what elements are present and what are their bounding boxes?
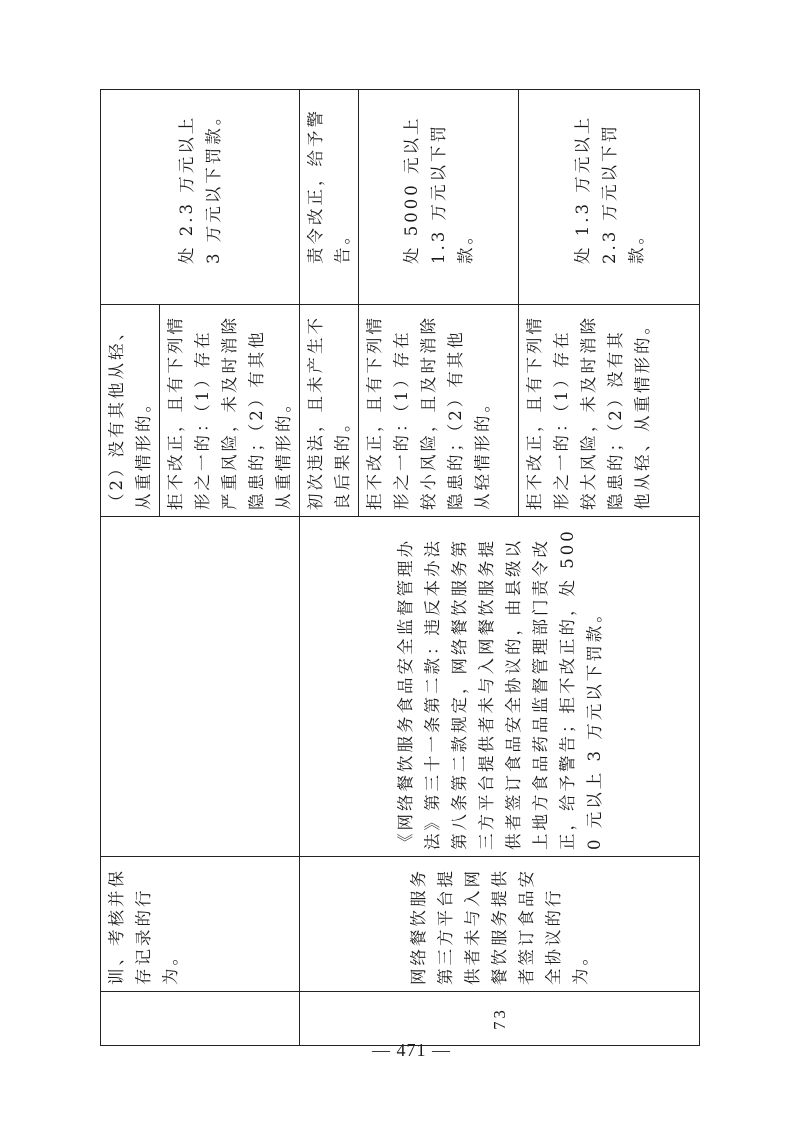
legal-basis-cell: [101, 517, 300, 857]
table-row: [101, 90, 160, 1046]
behavior-cell: 训、考核并保存记录的行为。: [101, 857, 300, 992]
penalty-cell: 处 2.3 万元以上 3 万元以下罚款。: [101, 90, 300, 305]
table-row: [300, 90, 359, 1046]
behavior-cell: 网络餐饮服务第三方平台提供者未与入网餐饮服务提供者签订食品安全协议的行为。: [300, 857, 700, 992]
item-number-cell: 73: [300, 992, 700, 1046]
circumstance-cell: 拒不改正，且有下列情形之一的：（1）存在严重风险，未及时消除隐患的；（2）有其他从重情形的。: [160, 305, 300, 517]
circumstance-cell: 拒不改正，且有下列情形之一的：（1）存在较小风险，且及时消除隐患的；（2）有其他从轻情形的。: [359, 305, 519, 517]
penalty-cell: 责令改正，给予警告。: [300, 90, 359, 305]
circumstance-cell: 初次违法，且未产生不良后果的。: [300, 305, 359, 517]
circumstance-cell: 拒不改正，且有下列情形之一的：（1）存在较大风险，未及时消除隐患的；（2）没有其他从轻、从重情形的。: [519, 305, 700, 517]
item-number-cell: [101, 992, 300, 1046]
penalty-cell: 处 1.3 万元以上 2.3 万元以下罚款。: [519, 90, 700, 305]
penalty-cell: 处 5000 元以上 1.3 万元以下罚款。: [359, 90, 519, 305]
legal-basis-cell: 《网络餐饮服务食品安全监督管理办 法》第三十一条第二款：违反本办法第八条第二款规定，网络餐饮服务第三方平台提供者未与入网餐饮服务提供者签订食品安全协议的，由县级以上地方食品药品监督管理部门责令改正，给予警告；拒不改正的，处 5000 元以上 3 万元以下罚款。: [300, 517, 700, 857]
page-number: — 471 —: [372, 1040, 451, 1060]
penalty-standard-table: [100, 89, 700, 1046]
rotated-table-page: [100, 90, 688, 1046]
circumstance-cell: （2）没有其他从轻、从重情形的。: [101, 305, 160, 517]
